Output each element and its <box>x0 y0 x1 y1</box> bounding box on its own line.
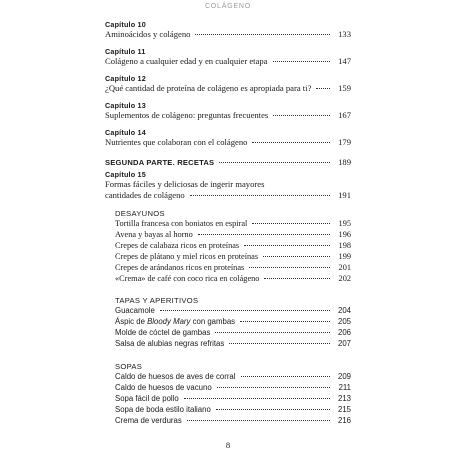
chapter-title-line-1: Formas fáciles y deliciosas de ingerir mayores <box>105 179 265 189</box>
recipe-row <box>115 241 351 252</box>
recipe-title: Sopa fácil de pollo <box>115 393 179 403</box>
recipe-title: Tortilla francesa con boniatos en espiral <box>115 219 248 228</box>
dot-leader <box>190 195 330 196</box>
dot-leader <box>241 376 331 377</box>
page-ref: 206 <box>337 328 351 338</box>
toc-chapter-13 <box>105 101 351 121</box>
page-ref: 195 <box>338 219 351 228</box>
dot-leader <box>215 332 330 333</box>
dot-leader <box>252 142 330 143</box>
recipe-row <box>115 405 351 416</box>
page-ref: 147 <box>338 56 351 66</box>
recipe-row <box>115 230 351 241</box>
page-ref: 198 <box>338 240 351 250</box>
recipe-row <box>115 219 351 230</box>
page-ref: 159 <box>338 83 351 93</box>
recipe-title: Avena y bayas al horno <box>115 229 193 239</box>
dot-leader <box>217 387 330 388</box>
dot-leader <box>184 398 330 399</box>
toc-row <box>105 56 351 67</box>
chapter-label: Capítulo 15 <box>105 170 146 179</box>
recipe-row <box>115 263 351 274</box>
page-ref: 199 <box>338 251 351 261</box>
chapter-label: Capítulo 11 <box>105 47 146 56</box>
section-title: DESAYUNOS <box>115 209 165 218</box>
page-ref: 215 <box>337 404 351 414</box>
toc-row <box>105 29 351 40</box>
table-of-contents <box>105 20 351 427</box>
page-ref: 167 <box>338 110 351 120</box>
page-ref: 191 <box>338 190 351 200</box>
page-ref: 202 <box>338 273 351 283</box>
recipe-title: Sopa de boda estilo italiano <box>115 404 211 414</box>
dot-leader <box>252 223 330 224</box>
recipe-title: Guacamole <box>115 306 155 316</box>
page-ref: 133 <box>338 29 351 39</box>
chapter-title: ¿Qué cantidad de proteína de colágeno es apropiada para ti? <box>105 83 312 93</box>
dot-leader <box>273 115 330 116</box>
dot-leader <box>195 34 330 35</box>
toc-row <box>105 83 351 94</box>
section-tapas <box>115 295 351 350</box>
recipe-row <box>115 317 351 328</box>
toc-chapter-15 <box>105 170 351 201</box>
recipe-title-post: con gambas <box>190 317 236 327</box>
chapter-title: Suplementos de colágeno: preguntas frecuentes <box>105 110 269 120</box>
recipe-row <box>115 383 351 394</box>
toc-chapter-10 <box>105 20 351 40</box>
chapter-label: Capítulo 13 <box>105 101 146 110</box>
toc-row <box>105 157 351 168</box>
recipe-title: «Crema» de café con coco rica en colágeno <box>115 273 260 283</box>
chapter-label: Capítulo 14 <box>105 128 146 137</box>
recipe-row <box>115 339 351 350</box>
recipe-title: Salsa de alubias negras refritas <box>115 339 225 349</box>
recipe-row <box>115 252 351 263</box>
page-ref: 213 <box>337 393 351 403</box>
dot-leader <box>240 321 330 322</box>
page-ref: 216 <box>337 415 351 425</box>
recipe-row <box>115 306 351 317</box>
page-ref: 204 <box>337 306 351 316</box>
running-head: COLÁGENO <box>204 3 252 10</box>
section-title: SOPAS <box>115 362 143 372</box>
recipe-title: Molde de cóctel de gambas <box>115 328 211 338</box>
dot-leader <box>244 245 330 246</box>
dot-leader <box>273 61 331 62</box>
toc-row <box>105 110 351 121</box>
page-ref: 201 <box>338 262 351 272</box>
recipe-title: Caldo de huesos de aves de corral <box>115 372 236 382</box>
chapter-title: Nutrientes que colaboran con el colágeno <box>105 137 248 147</box>
recipe-title-italic: Bloody Mary <box>147 317 191 327</box>
recipe-title <box>115 317 237 328</box>
recipe-title: Crema de verduras <box>115 415 182 425</box>
chapter-label: Capítulo 10 <box>105 20 146 29</box>
dot-leader <box>187 420 330 421</box>
recipe-title: Crepes de arándanos ricos en proteínas <box>115 262 245 272</box>
section-desayunos <box>115 208 351 284</box>
recipe-title: Caldo de huesos de vacuno <box>115 382 212 392</box>
toc-chapter-12 <box>105 74 351 94</box>
section-title: TAPAS Y APERITIVOS <box>115 296 199 306</box>
dot-leader <box>264 278 330 279</box>
recipe-row <box>115 328 351 339</box>
page-ref: 211 <box>338 382 351 392</box>
recipe-title: Crepes de plátano y miel ricos en proteínas <box>115 251 259 261</box>
page-ref: 207 <box>337 339 351 349</box>
toc-row <box>105 190 351 201</box>
dot-leader <box>249 267 330 268</box>
section-sopas <box>115 361 351 427</box>
chapter-title: Colágeno a cualquier edad y en cualquier etapa <box>105 56 268 66</box>
part-title: SEGUNDA PARTE. RECETAS <box>105 158 215 167</box>
dot-leader <box>216 409 330 410</box>
dot-leader <box>219 162 330 163</box>
recipe-row <box>115 274 351 285</box>
recipe-row <box>115 394 351 405</box>
dot-leader <box>316 88 330 89</box>
page-ref: 196 <box>338 229 351 239</box>
dot-leader <box>198 234 330 235</box>
recipe-title-pre: Áspic de <box>115 317 148 327</box>
dot-leader <box>263 256 330 257</box>
toc-row <box>105 137 351 148</box>
page-ref: 179 <box>338 137 351 147</box>
toc-chapter-11 <box>105 47 351 67</box>
page-ref: 205 <box>337 317 351 327</box>
dot-leader <box>229 343 330 344</box>
dot-leader <box>160 310 330 311</box>
recipe-row <box>115 372 351 383</box>
page-ref: 209 <box>337 372 351 382</box>
page-ref: 189 <box>338 157 351 167</box>
chapter-title-line-2: cantidades de colágeno <box>105 190 185 200</box>
recipe-title: Crepes de calabaza ricos en proteínas <box>115 240 240 250</box>
page-number: 8 <box>225 440 231 450</box>
recipe-row <box>115 416 351 427</box>
chapter-title: Aminoácidos y colágeno <box>105 29 191 39</box>
toc-chapter-14 <box>105 128 351 148</box>
toc-part-2 <box>105 157 351 168</box>
chapter-label: Capítulo 12 <box>105 74 146 83</box>
